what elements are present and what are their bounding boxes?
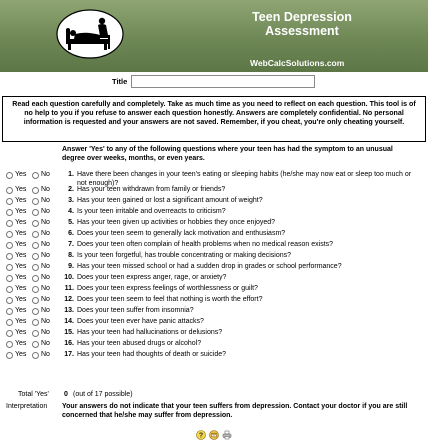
yes-radio[interactable] [6, 319, 13, 326]
couch-patient-therapist-icon [56, 9, 124, 59]
yes-label: Yes [15, 252, 27, 259]
question-text: Has your teen gained or lost a significant amount of weight? [77, 197, 263, 204]
yes-radio[interactable] [6, 242, 13, 249]
app-title-line2: Assessment [265, 24, 339, 38]
question-number: 12. [64, 296, 74, 303]
svg-text:?: ? [198, 432, 204, 440]
no-radio[interactable] [32, 286, 39, 293]
yes-radio[interactable] [6, 187, 13, 194]
yes-label: Yes [15, 318, 27, 325]
help-icon[interactable] [196, 430, 206, 440]
no-radio[interactable] [32, 275, 39, 282]
question-number: 7. [68, 241, 74, 248]
yes-label: Yes [15, 197, 27, 204]
yes-radio[interactable] [6, 209, 13, 216]
yes-radio[interactable] [6, 330, 13, 337]
title-label: Title [112, 77, 128, 86]
no-radio[interactable] [32, 319, 39, 326]
title-input[interactable] [131, 75, 315, 88]
question-number: 6. [68, 230, 74, 237]
total-label: Total 'Yes' [18, 391, 49, 398]
total-value: 0 [64, 391, 68, 398]
question-text: Has your teen withdrawn from family or friends? [77, 186, 226, 193]
no-radio[interactable] [32, 231, 39, 238]
no-label: No [41, 208, 50, 215]
no-radio[interactable] [32, 209, 39, 216]
question-number: 9. [68, 263, 74, 270]
intro-text: Answer 'Yes' to any of the following questions where your teen has had the symptom to an unusual degree over weeks, months, or even years. [62, 146, 393, 162]
no-label: No [41, 340, 50, 347]
no-label: No [41, 230, 50, 237]
question-number: 17. [64, 351, 74, 358]
yes-label: Yes [15, 351, 27, 358]
question-text: Is your teen forgetful, has trouble concentrating or making decisions? [77, 252, 292, 259]
toolbar [196, 430, 236, 442]
yes-radio[interactable] [6, 264, 13, 271]
question-text: Is your teen irritable and overreacts to criticism? [77, 208, 226, 215]
instructions-box: Read each question carefully and completely. Take as much time as you need to reflect on each question. This tool is of no help to you if you refuse to answer each question honestly. Answers are completely confidential. No personal information is requested and your answers are not saved. Remember, if you cheat, you're only cheating yourself. [2, 96, 426, 142]
question-number: 5. [68, 219, 74, 226]
question-number: 3. [68, 197, 74, 204]
yes-label: Yes [15, 219, 27, 226]
question-text: Has your teen given up activities or hobbies they once enjoyed? [77, 219, 276, 226]
header-banner [0, 0, 428, 72]
total-row [0, 391, 428, 403]
app-title [232, 10, 372, 38]
question-number: 8. [68, 252, 74, 259]
yes-radio[interactable] [6, 172, 13, 179]
no-label: No [41, 219, 50, 226]
yes-radio[interactable] [6, 341, 13, 348]
yes-radio[interactable] [6, 275, 13, 282]
interpretation-label: Interpretation [6, 403, 48, 410]
yes-label: Yes [15, 230, 27, 237]
yes-radio[interactable] [6, 308, 13, 315]
no-radio[interactable] [32, 253, 39, 260]
no-radio[interactable] [32, 187, 39, 194]
yes-label: Yes [15, 241, 27, 248]
question-number: 1. [68, 171, 74, 178]
question-number: 14. [64, 318, 74, 325]
no-radio[interactable] [32, 242, 39, 249]
question-text: Does your teen seem to feel that nothing is worth the effort? [77, 296, 263, 303]
yes-label: Yes [15, 340, 27, 347]
email-icon[interactable] [209, 430, 219, 440]
no-radio[interactable] [32, 220, 39, 227]
no-label: No [41, 296, 50, 303]
yes-label: Yes [15, 263, 27, 270]
no-radio[interactable] [32, 264, 39, 271]
no-label: No [41, 263, 50, 270]
site-link[interactable]: WebCalcSolutions.com [250, 58, 345, 68]
no-radio[interactable] [32, 341, 39, 348]
title-row [0, 75, 428, 89]
no-radio[interactable] [32, 352, 39, 359]
no-label: No [41, 197, 50, 204]
question-row [0, 351, 428, 363]
no-label: No [41, 186, 50, 193]
question-number: 2. [68, 186, 74, 193]
total-note: (out of 17 possible) [73, 391, 133, 398]
question-text: Has your teen had thoughts of death or suicide? [77, 351, 227, 358]
yes-label: Yes [15, 307, 27, 314]
question-text: Has your teen missed school or had a sudden drop in grades or school performance? [77, 263, 342, 270]
yes-radio[interactable] [6, 286, 13, 293]
question-text: Have there been changes in your teen's eating or sleeping habits (he/she may now eat or sleep too much or not enough)? [77, 171, 412, 187]
question-number: 4. [68, 208, 74, 215]
yes-radio[interactable] [6, 253, 13, 260]
no-radio[interactable] [32, 297, 39, 304]
yes-label: Yes [15, 186, 27, 193]
yes-label: Yes [15, 296, 27, 303]
interpretation-row [0, 403, 428, 423]
no-label: No [41, 329, 50, 336]
question-number: 15. [64, 329, 74, 336]
question-number: 11. [64, 285, 74, 292]
no-radio[interactable] [32, 198, 39, 205]
no-radio[interactable] [32, 308, 39, 315]
question-text: Does your teen often complain of health problems when no medical reason exists? [77, 241, 334, 248]
no-label: No [41, 318, 50, 325]
question-text: Does your teen suffer from insomnia? [77, 307, 194, 314]
yes-radio[interactable] [6, 198, 13, 205]
question-text: Does your teen seem to generally lack motivation and enthusiasm? [77, 230, 286, 237]
question-text: Does your teen ever have panic attacks? [77, 318, 204, 325]
no-label: No [41, 274, 50, 281]
question-text: Does your teen express anger, rage, or anxiety? [77, 274, 227, 281]
app-title-line1: Teen Depression [252, 10, 352, 24]
interpretation-text: Your answers do not indicate that your teen suffers from depression. Contact your doctor if you are still concerned that he/she may suffer from depression. [62, 403, 408, 419]
question-text: Has your teen abused drugs or alcohol? [77, 340, 202, 347]
question-number: 10. [64, 274, 74, 281]
yes-label: Yes [15, 171, 27, 178]
question-number: 16. [64, 340, 74, 347]
yes-label: Yes [15, 274, 27, 281]
no-radio[interactable] [32, 172, 39, 179]
question-text: Has your teen had hallucinations or delusions? [77, 329, 223, 336]
no-label: No [41, 252, 50, 259]
no-label: No [41, 241, 50, 248]
yes-radio[interactable] [6, 297, 13, 304]
yes-radio[interactable] [6, 220, 13, 227]
question-row [0, 171, 428, 187]
yes-radio[interactable] [6, 231, 13, 238]
question-text: Does your teen express feelings of worthlessness or guilt? [77, 285, 258, 292]
no-radio[interactable] [32, 330, 39, 337]
yes-label: Yes [15, 208, 27, 215]
yes-label: Yes [15, 329, 27, 336]
no-label: No [41, 285, 50, 292]
print-icon[interactable] [222, 430, 232, 440]
yes-label: Yes [15, 285, 27, 292]
no-label: No [41, 307, 50, 314]
no-label: No [41, 351, 50, 358]
question-number: 13. [64, 307, 74, 314]
yes-radio[interactable] [6, 352, 13, 359]
no-label: No [41, 171, 50, 178]
